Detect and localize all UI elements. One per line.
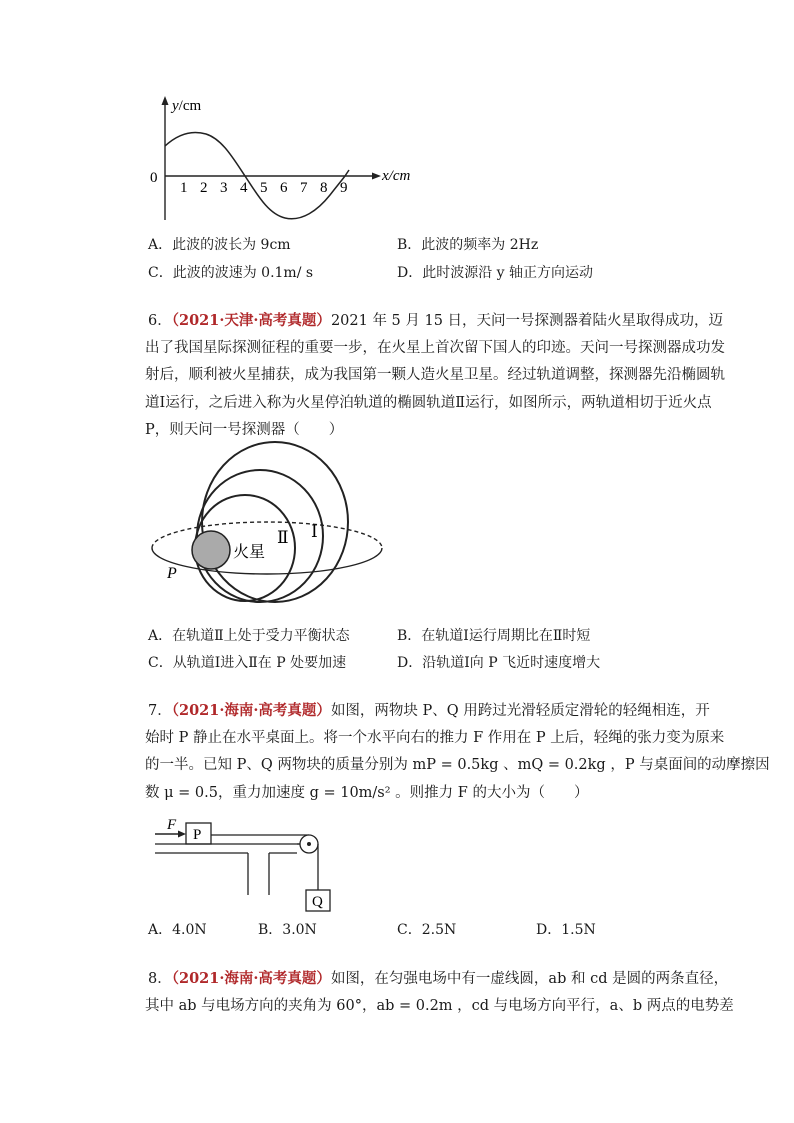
q6-source: （2021·天津·高考真题） xyxy=(171,312,331,329)
q5-option-d[interactable]: D．此时波源沿 y 轴正方向运动 xyxy=(397,265,594,281)
tick-label: 4 xyxy=(240,180,248,196)
q7-option-b[interactable]: B．3.0N xyxy=(258,922,317,938)
q8-line-1: 如图，在匀强电场中有一虚线圆，ab 和 cd 是圆的两条直径， xyxy=(330,971,729,987)
tick-label: 6 xyxy=(280,180,288,196)
wave-curve xyxy=(165,133,251,176)
q6-stem xyxy=(145,307,725,445)
x-axis-label: x/cm xyxy=(382,168,411,184)
x-axis-arrow xyxy=(372,173,381,180)
origin-label: 0 xyxy=(150,170,158,186)
q7-option-a[interactable]: A．4.0N xyxy=(148,922,207,938)
q7-option-c[interactable]: C．2.5N xyxy=(397,922,457,938)
y-axis-label: y/cm xyxy=(172,98,202,114)
q8-source: （2021·海南·高考真题） xyxy=(171,970,331,987)
point-p-label: P xyxy=(167,565,177,582)
tick-label: 8 xyxy=(320,180,328,196)
force-arrow-head xyxy=(178,831,186,838)
q6-option-d[interactable]: D．沿轨道Ⅰ向 P 飞近时速度增大 xyxy=(397,655,601,671)
orbit-I-label: Ⅰ xyxy=(311,522,318,541)
force-label: F xyxy=(167,817,177,833)
orbit-II-label: Ⅱ xyxy=(277,528,289,547)
tick-label: 1 xyxy=(180,180,188,196)
q7-line-1: 如图，两物块 P、Q 用跨过光滑轻质定滑轮的轻绳相连，开 xyxy=(330,703,710,719)
q6-line-3: 射后，顺利被火星捕获，成为我国第一颗人造火星卫星。经过轨道调整，探测器先沿椭圆轨 xyxy=(145,367,725,383)
mars-planet xyxy=(192,531,230,569)
plane-front xyxy=(152,548,382,574)
q6-option-a[interactable]: A．在轨道Ⅱ上处于受力平衡状态 xyxy=(148,628,350,644)
q7-option-d[interactable]: D．1.5N xyxy=(536,922,596,938)
q6-option-b[interactable]: B．在轨道Ⅰ运行周期比在Ⅱ时短 xyxy=(397,628,591,644)
mars-label: 火星 xyxy=(233,544,266,561)
q7-line-3: 的一半。已知 P、Q 两物块的质量分别为 mP = 0.5kg 、mQ = 0.2kg ，P 与桌面间的动摩擦因 xyxy=(145,757,770,773)
block-q-label: Q xyxy=(312,894,323,910)
orbit-figure xyxy=(145,440,390,612)
q8-number: 8． xyxy=(148,971,172,987)
q6-line-2: 出了我国星际探测征程的重要一步，在火星上首次留下国人的印迹。天问一号探测器成功发 xyxy=(145,339,725,356)
q7-number: 7． xyxy=(148,703,172,719)
tick-label: 3 xyxy=(220,180,228,196)
q7-line-2: 始时 P 静止在水平桌面上。将一个水平向右的推力 F 作用在 P 上后，轻绳的张力变为原来 xyxy=(145,729,725,746)
tick-label: 5 xyxy=(260,180,268,196)
pulley-figure xyxy=(145,815,345,915)
q6-number: 6． xyxy=(148,313,172,329)
x-ticks xyxy=(180,180,348,196)
q6-line-1: 2021 年 5 月 15 日，天问一号探测器着陆火星取得成功，迈 xyxy=(330,313,724,329)
q6-line-5: P，则天问一号探测器（ ） xyxy=(145,422,344,438)
q8-line-2: 其中 ab 与电场方向的夹角为 60°，ab = 0.2m ，cd 与电场方向平行，a、b 两点的电势差 xyxy=(145,997,734,1014)
pulley-axle xyxy=(307,842,311,846)
orbit-I xyxy=(202,442,348,602)
q6-option-c[interactable]: C．从轨道Ⅰ进入Ⅱ在 P 处要加速 xyxy=(148,655,347,671)
q5-option-c[interactable]: C．此波的波速为 0.1m/ s xyxy=(148,265,314,281)
q7-line-4: 数 μ = 0.5，重力加速度 g = 10m/s² 。则推力 F 的大小为（ ） xyxy=(145,784,589,801)
q5-option-b[interactable]: B．此波的频率为 2Hz xyxy=(397,237,539,253)
q7-stem xyxy=(145,697,770,807)
tick-label: 7 xyxy=(300,180,308,196)
y-axis-arrow xyxy=(162,96,169,105)
q8-stem xyxy=(145,965,734,1020)
wave-graph xyxy=(140,92,430,227)
tick-label: 2 xyxy=(200,180,208,196)
q6-line-4: 道Ⅰ运行，之后进入称为火星停泊轨道的椭圆轨道Ⅱ运行，如图所示，两轨道相切于近火点 xyxy=(145,394,712,411)
tick-label: 9 xyxy=(340,180,348,196)
block-p-label: P xyxy=(193,827,202,843)
q7-source: （2021·海南·高考真题） xyxy=(171,702,331,719)
q5-option-a[interactable]: A．此波的波长为 9cm xyxy=(148,237,291,253)
